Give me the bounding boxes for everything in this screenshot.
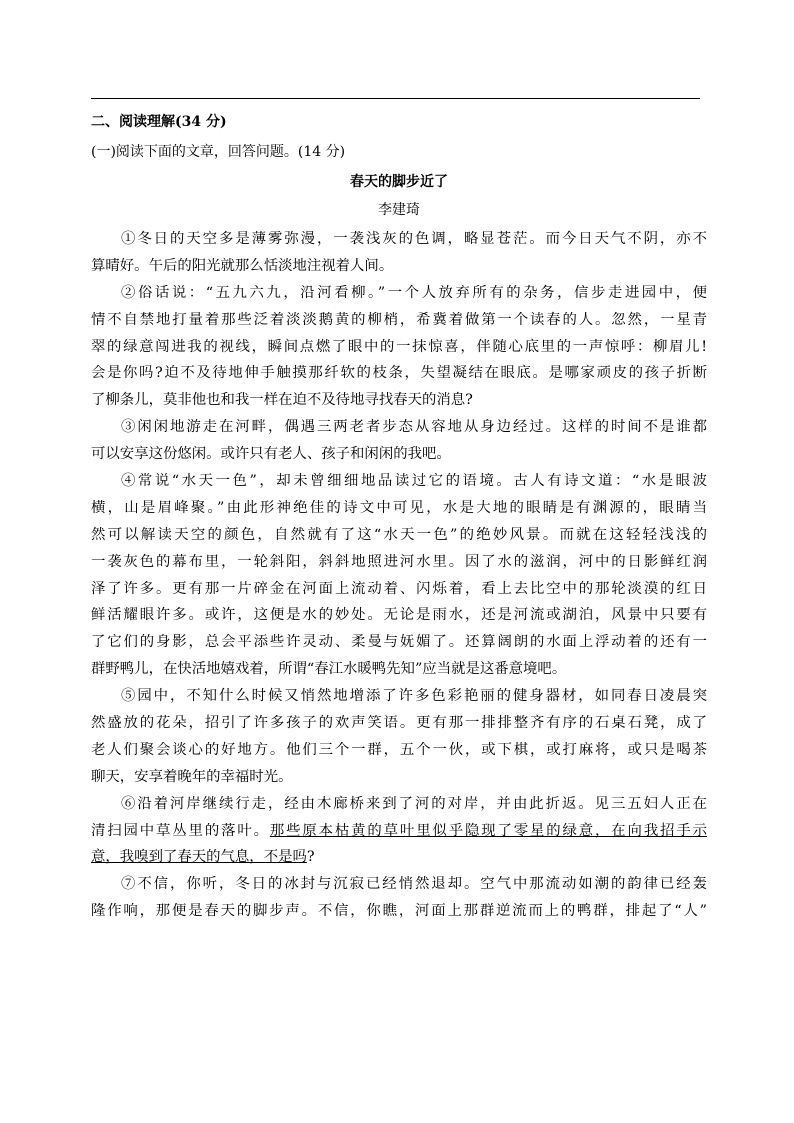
article-author: 李建琦 xyxy=(378,202,420,218)
paragraph-line: 鲜活耀眼许多。或许，这便是水的妙处。无论是雨水，还是河流或湖泊，风景中只要有 xyxy=(91,607,707,624)
section-heading: 二、阅读理解(34 分) xyxy=(91,114,227,130)
paragraph-line: ④常说“水天一色”，却未曾细细地品读过它的语境。古人有诗文道：“水是眼波 xyxy=(121,473,707,490)
paragraph-line: 了它们的身影，总会平添些许灵动、柔曼与妩媚了。还算阔朗的水面上浮动着的还有一 xyxy=(91,634,707,651)
paragraph-line: 横，山是眉峰聚。”由此形神绝佳的诗文中可见，水是大地的眼睛是有渊源的，眼睛当 xyxy=(91,499,707,516)
header-rule xyxy=(91,98,700,99)
page-content xyxy=(91,111,707,925)
underlined-passage: 那些原本枯黄的草叶里似乎隐现了零星的绿意，在向我招手示 xyxy=(269,822,707,839)
paragraph-line: ②俗话说：“五九六九，沿河看柳。”一个人放弃所有的杂务，信步走进园中，便 xyxy=(121,284,707,301)
paragraph-line-underlined xyxy=(91,844,707,871)
paragraph-line: 情不自禁地打量着那些泛着淡淡鹅黄的柳梢，希冀着做第一个读春的人。忽然，一星青 xyxy=(91,311,707,328)
paragraph-6 xyxy=(91,791,707,872)
paragraph-line: 泽了许多。更有那一片碎金在河面上流动着、闪烁着，看上去比空中的那轮淡漠的红日 xyxy=(91,580,707,597)
paragraph-4 xyxy=(91,468,707,683)
paragraph-line: 可以安享这份悠闲。或许只有老人、孩子和闲闲的我吧。 xyxy=(91,446,451,463)
paragraph-7 xyxy=(91,871,707,925)
paragraph-line: 了柳条儿，莫非他也和我一样在迫不及待地寻找春天的消息? xyxy=(91,392,473,409)
paragraph-line: 聊天，安享着晚年的幸福时光。 xyxy=(91,768,293,785)
paragraph-2 xyxy=(91,280,707,414)
paragraph-5 xyxy=(91,683,707,791)
underlined-passage-end: 意，我嗅到了春天的气息，不是吗 xyxy=(91,849,307,866)
question-mark: ? xyxy=(306,849,315,866)
section-subheading: (一)阅读下面的文章，回答问题。(14 分) xyxy=(91,144,346,160)
paragraph-line: 算晴好。午后的阳光就那么恬淡地注视着人间。 xyxy=(91,257,394,274)
paragraph-line: ①冬日的天空多是薄雾弥漫，一袭浅灰的色调，略显苍茫。而今日天气不阴，亦不 xyxy=(121,231,707,247)
paragraph-line: 群野鸭儿，在快活地嬉戏着，所谓“春江水暖鸭先知”应当就是这番意境吧。 xyxy=(91,661,567,678)
paragraph-1 xyxy=(91,226,707,280)
paragraph-line: ⑥沿着河岸继续行走，经由木廊桥来到了河的对岸，并由此折返。见三五妇人正在 xyxy=(121,795,707,812)
paragraph-line-text: 清扫园中草丛里的落叶。 xyxy=(91,822,270,839)
paragraph-line: 一袭灰色的幕布里，一轮斜阳，斜斜地照进河水里。因了水的滋润，河中的日影鲜红润 xyxy=(91,553,707,570)
paragraph-3 xyxy=(91,414,707,468)
paragraph-line: 然可以解读天空的颜色，自然就有了这“水天一色”的绝妙风景。而就在这轻轻浅浅的 xyxy=(91,526,707,543)
article-title: 春天的脚步近了 xyxy=(350,174,448,190)
paragraph-line: 会是你吗?迫不及待地伸手触摸那纤软的枝条，失望凝结在眼底。是哪家顽皮的孩子折断 xyxy=(91,365,707,382)
paragraph-line: 隆作响，那便是春天的脚步声。不信，你瞧，河面上那群逆流而上的鸭群，排起了“人” xyxy=(91,903,707,920)
paragraph-line: 然盛放的花朵，招引了许多孩子的欢声笑语。更有那一排排整齐有序的石桌石凳，成了 xyxy=(91,715,707,732)
article-body xyxy=(91,226,707,925)
paragraph-line: ⑦不信，你听，冬日的冰封与沉寂已经悄然退却。空气中那流动如潮的韵律已经轰 xyxy=(121,876,707,893)
paragraph-line: 翠的绿意闯进我的视线，瞬间点燃了眼中的一抹惊喜，伴随心底里的一声惊呼：柳眉儿! xyxy=(91,338,707,355)
paragraph-line-mixed xyxy=(91,818,707,845)
paragraph-line: ⑤园中，不知什么时候又悄然地增添了许多色彩艳丽的健身器材，如同春日凌晨突 xyxy=(121,688,707,705)
paragraph-line: ③闲闲地游走在河畔，偶遇三两老者步态从容地从身边经过。这样的时间不是谁都 xyxy=(121,419,707,436)
paragraph-line: 老人们聚会谈心的好地方。他们三个一群，五个一伙，或下棋，或打麻将，或只是喝茶 xyxy=(91,741,707,758)
